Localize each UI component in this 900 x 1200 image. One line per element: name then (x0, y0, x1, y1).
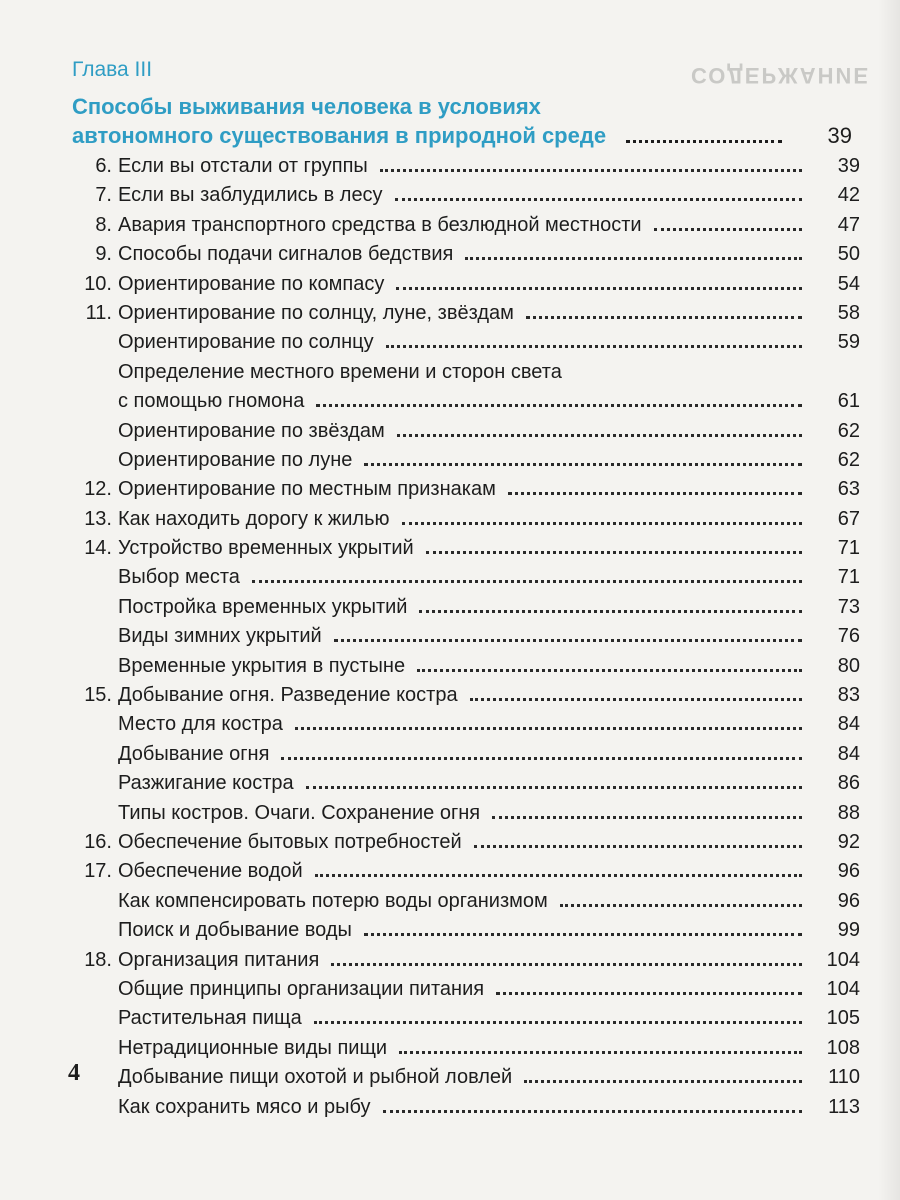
dot-leader (314, 1021, 802, 1024)
toc-item-title: с помощью гномона (118, 390, 305, 413)
dot-leader (492, 816, 802, 819)
toc-item-page: 73 (837, 595, 860, 618)
toc-row (60, 508, 860, 537)
bleed-through-heading: СОДЕРЖАНИЕ (690, 63, 870, 88)
toc-item-title: Место для костра (118, 713, 283, 736)
dot-leader (526, 316, 802, 319)
chapter-title-line2-row (72, 121, 852, 150)
toc-item-page: 104 (826, 977, 860, 1000)
dot-leader (252, 580, 802, 583)
toc-item-title: Добывание пищи охотой и рыбной ловлей (118, 1066, 513, 1089)
toc-item-page: 54 (837, 272, 860, 295)
toc-item-number: 15. (84, 684, 112, 707)
toc-item-title: Обеспечение бытовых потребностей (118, 830, 462, 853)
toc-row (60, 214, 860, 243)
toc-item-title: Обеспечение водой (118, 860, 303, 883)
chapter-title-line2: автономного существования в природной среде (72, 123, 607, 148)
dot-leader (397, 434, 802, 437)
toc-row (60, 713, 860, 742)
dot-leader (316, 404, 802, 407)
toc-item-title: Устройство временных укрытий (118, 537, 414, 560)
toc-row (60, 331, 860, 360)
toc-item-title: Постройка временных укрытий (118, 595, 408, 618)
toc-item-page: 99 (837, 919, 860, 942)
toc-row (60, 1037, 860, 1066)
chapter-page-number: 39 (827, 123, 852, 148)
toc-item-number: 6. (95, 155, 112, 177)
toc-item-number: 12. (84, 478, 112, 501)
toc-item-page: 80 (837, 654, 860, 677)
toc-item-number: 9. (95, 243, 112, 266)
toc-item-page: 39 (837, 155, 860, 177)
toc-item-page: 104 (826, 948, 860, 971)
dot-leader (654, 228, 802, 231)
toc-row (60, 566, 860, 595)
dot-leader (295, 727, 802, 730)
toc-row (60, 860, 860, 889)
dot-leader (315, 874, 802, 877)
toc-row (60, 243, 860, 272)
toc-row (60, 1066, 860, 1095)
toc-row (60, 155, 860, 184)
dot-leader (396, 287, 802, 290)
toc-item-title: Ориентирование по местным признакам (118, 478, 496, 501)
dot-leader (364, 463, 802, 466)
toc-row (60, 743, 860, 772)
toc-item-number: 14. (84, 537, 112, 560)
toc-item-page: 84 (837, 713, 860, 736)
toc-item-page: 96 (837, 860, 860, 883)
toc-item-page: 88 (837, 801, 860, 824)
toc-row (60, 478, 860, 507)
toc-item-page: 76 (837, 625, 860, 648)
toc-item-page: 105 (826, 1007, 860, 1030)
toc-row (60, 684, 860, 713)
toc-item-title: Выбор места (118, 566, 240, 589)
toc-item-title: Ориентирование по солнцу, луне, звёздам (118, 301, 514, 324)
toc-item-page: 110 (828, 1066, 860, 1089)
toc-row (60, 449, 860, 478)
page-number: 4 (68, 1060, 80, 1086)
toc-item-page: 62 (837, 419, 860, 442)
toc-item-title: Временные укрытия в пустыне (118, 654, 406, 677)
toc-item-title: Как сохранить мясо и рыбу (118, 1095, 371, 1118)
toc-row (60, 273, 860, 302)
toc-row (60, 537, 860, 566)
chapter-label: Глава III (72, 58, 153, 81)
toc-row (60, 949, 860, 978)
chapter-title-line1: Способы выживания человека в условиях (72, 94, 541, 119)
toc-item-title: Как компенсировать потерю воды организмом (118, 889, 548, 912)
toc-row (60, 596, 860, 625)
dot-leader (508, 492, 802, 495)
toc-item-page: 58 (837, 301, 860, 324)
toc-item-number: 7. (95, 184, 112, 207)
toc-item-page: 71 (837, 537, 860, 560)
dot-leader (331, 963, 802, 966)
dot-leader (383, 1110, 802, 1113)
toc-item-number: 10. (84, 272, 112, 295)
toc-item-title: Если вы заблудились в лесу (118, 184, 383, 207)
dot-leader (496, 992, 802, 995)
toc-row (60, 302, 860, 331)
dot-leader (306, 786, 802, 789)
dot-leader (380, 169, 802, 172)
dot-leader (426, 551, 802, 554)
dot-leader (334, 639, 802, 642)
toc-row (60, 802, 860, 831)
toc-row (60, 625, 860, 654)
toc-item-page: 50 (837, 243, 860, 266)
toc-row (60, 831, 860, 860)
toc-item-page: 92 (837, 830, 860, 853)
toc-item-title: Как находить дорогу к жилью (118, 507, 390, 530)
toc-item-page: 59 (837, 331, 860, 354)
dot-leader (395, 198, 802, 201)
toc-item-number: 13. (84, 507, 112, 530)
dot-leader (281, 757, 802, 760)
toc-row (60, 420, 860, 449)
toc-row (60, 978, 860, 1007)
toc-item-title: Виды зимних укрытий (118, 625, 322, 648)
toc-item-number: 8. (95, 213, 112, 236)
toc-item-page: 113 (828, 1095, 860, 1118)
toc-item-title: Ориентирование по звёздам (118, 419, 385, 442)
toc-item-page: 62 (837, 448, 860, 471)
dot-leader (402, 522, 802, 525)
toc-item-page: 84 (837, 742, 860, 765)
toc-row (60, 919, 860, 948)
toc-item-title: Типы костров. Очаги. Сохранение огня (118, 801, 481, 824)
toc-row (60, 361, 860, 390)
dot-leader (399, 1051, 802, 1054)
toc-item-title: Растительная пища (118, 1007, 302, 1030)
toc-item-title: Если вы отстали от группы (118, 155, 368, 177)
toc-item-title: Поиск и добывание воды (118, 919, 352, 942)
dot-leader (364, 933, 802, 936)
toc-item-page: 42 (837, 184, 860, 207)
dot-leader (417, 669, 802, 672)
toc-item-title: Определение местного времени и сторон света (118, 360, 562, 383)
toc-row (60, 184, 860, 213)
dot-leader (386, 345, 802, 348)
toc-item-number: 18. (84, 948, 112, 971)
dot-leader (474, 845, 802, 848)
dot-leader (524, 1080, 802, 1083)
toc-item-title: Организация питания (118, 948, 320, 971)
dot-leader (419, 610, 802, 613)
table-of-contents (60, 155, 860, 1125)
toc-row (60, 1096, 860, 1125)
toc-item-page: 47 (837, 213, 860, 236)
toc-item-page: 71 (837, 566, 860, 589)
toc-item-title: Нетрадиционные виды пищи (118, 1036, 388, 1059)
toc-row (60, 1007, 860, 1036)
toc-item-title: Ориентирование по компасу (118, 272, 385, 295)
toc-item-title: Ориентирование по луне (118, 448, 353, 471)
toc-row (60, 890, 860, 919)
toc-row (60, 772, 860, 801)
toc-item-page: 108 (826, 1036, 860, 1059)
toc-item-number: 17. (84, 860, 112, 883)
toc-item-title: Способы подачи сигналов бедствия (118, 243, 454, 266)
toc-item-title: Добывание огня (118, 742, 270, 765)
toc-item-number: 16. (84, 830, 112, 853)
dot-leader (560, 904, 802, 907)
chapter-title (72, 92, 852, 150)
toc-item-page: 83 (837, 684, 860, 707)
toc-item-page: 86 (837, 772, 860, 795)
toc-item-page: 67 (837, 507, 860, 530)
toc-item-number: 11. (85, 301, 112, 324)
toc-item-title: Общие принципы организации питания (118, 977, 485, 1000)
dot-leader (465, 257, 802, 260)
toc-item-page: 61 (837, 390, 860, 413)
page-fold-shadow (878, 0, 900, 1200)
toc-item-page: 96 (837, 889, 860, 912)
toc-item-page: 63 (837, 478, 860, 501)
toc-row (60, 655, 860, 684)
dot-leader (626, 140, 782, 143)
toc-item-title: Добывание огня. Разведение костра (118, 684, 458, 707)
dot-leader (470, 698, 802, 701)
toc-item-title: Разжигание костра (118, 772, 294, 795)
toc-row (60, 390, 860, 419)
toc-item-title: Ориентирование по солнцу (118, 331, 374, 354)
toc-item-title: Авария транспортного средства в безлюдной местности (118, 213, 642, 236)
